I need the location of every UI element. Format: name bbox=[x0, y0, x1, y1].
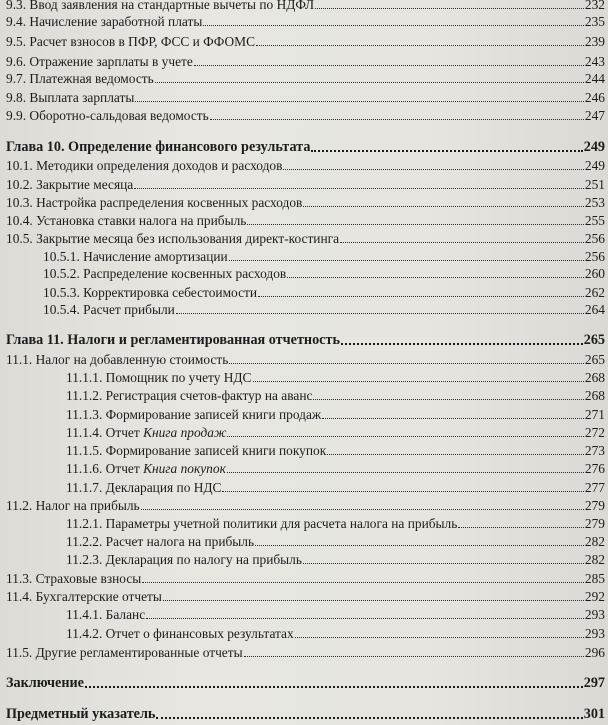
dot-leader bbox=[255, 545, 584, 546]
toc-page-number: 251 bbox=[584, 177, 605, 192]
toc-page-number: 276 bbox=[584, 461, 605, 476]
dot-leader bbox=[287, 277, 584, 278]
toc-page-number: 243 bbox=[584, 54, 605, 69]
toc-page-number: 273 bbox=[584, 443, 605, 458]
toc-entry-label: Глава 11. Налоги и регламентированная отчетность bbox=[6, 332, 340, 348]
toc-entry bbox=[6, 407, 605, 422]
toc-entry bbox=[6, 195, 605, 210]
toc-entry bbox=[6, 352, 605, 367]
toc-entry-label: 11.1.7. Декларация по НДС bbox=[66, 480, 222, 495]
toc-entry bbox=[6, 607, 605, 622]
toc-entry-title bbox=[6, 0, 314, 12]
toc-entry-label: Предметный указатель bbox=[6, 706, 156, 722]
toc-page-number: 282 bbox=[584, 552, 605, 567]
toc-entry-label: 11.1.2. Регистрация счетов-фактур на аванс bbox=[66, 388, 313, 403]
toc-entry bbox=[6, 388, 605, 403]
toc-entry-label: 10.5.2. Распределение косвенных расходов bbox=[43, 266, 287, 281]
toc-page-number: 256 bbox=[584, 249, 605, 264]
dot-leader bbox=[258, 296, 584, 297]
toc-page-number: 268 bbox=[584, 370, 605, 385]
toc-page-number: 268 bbox=[584, 388, 605, 403]
toc-entry-label: 11.1.4. Отчет bbox=[66, 425, 144, 440]
dot-leader bbox=[203, 25, 584, 26]
dot-leader bbox=[142, 582, 584, 583]
toc-entry bbox=[6, 552, 605, 567]
toc-entry bbox=[6, 249, 605, 264]
toc-page-number: 271 bbox=[584, 407, 605, 422]
toc-entry-title bbox=[6, 645, 243, 660]
toc-page-number: 247 bbox=[584, 108, 605, 123]
toc-page-number: 285 bbox=[584, 571, 605, 586]
toc-entry bbox=[6, 177, 605, 192]
dot-leader bbox=[229, 363, 584, 364]
toc-entry-label: 9.9. Оборотно-сальдовая ведомость bbox=[6, 108, 209, 123]
dot-leader bbox=[313, 399, 583, 400]
toc-page-number: 293 bbox=[584, 607, 605, 622]
dot-leader bbox=[210, 119, 584, 120]
toc-page-number: 292 bbox=[584, 589, 605, 604]
toc-entry-label: 10.5. Закрытие месяца без использования директ-костинга bbox=[6, 231, 340, 246]
dot-leader bbox=[253, 381, 584, 382]
toc-entry-label: 10.5.1. Начисление амортизации bbox=[43, 249, 228, 264]
dot-leader bbox=[229, 260, 584, 261]
toc-entry bbox=[6, 370, 605, 385]
toc-entry-label: 9.6. Отражение зарплаты в учете bbox=[6, 54, 193, 69]
toc-entry-title bbox=[66, 607, 145, 622]
toc-entry-title bbox=[66, 552, 302, 567]
dot-leader bbox=[141, 509, 584, 510]
dot-leader bbox=[341, 343, 583, 345]
dot-leader bbox=[340, 242, 584, 243]
toc-entry bbox=[6, 90, 605, 105]
toc-page-number: 279 bbox=[584, 498, 605, 513]
toc-page-number: 246 bbox=[584, 90, 605, 105]
dot-leader bbox=[458, 527, 584, 528]
toc-page-number: 235 bbox=[584, 14, 605, 29]
toc-entry-label: 11.2.1. Параметры учетной политики для расчета налога на прибыль bbox=[66, 516, 458, 531]
toc-entry-title bbox=[43, 302, 175, 317]
toc-entry bbox=[6, 480, 605, 495]
toc-entry-title bbox=[6, 333, 340, 348]
toc-entry-title bbox=[43, 249, 228, 264]
toc-entry-title bbox=[6, 589, 162, 604]
toc-entry-title bbox=[6, 140, 310, 155]
toc-entry-label: 11.1.1. Помощник по учету НДС bbox=[66, 370, 252, 385]
toc-entry-title bbox=[6, 352, 228, 367]
toc-entry-label: Глава 10. Определение финансового результата bbox=[6, 139, 311, 155]
toc-entry bbox=[6, 626, 605, 641]
toc-entry-label: 11.4. Бухгалтерские отчеты bbox=[6, 589, 162, 604]
toc-entry-label: 11.1.3. Формирование записей книги продаж bbox=[66, 407, 322, 422]
toc-entry-title bbox=[6, 34, 255, 49]
toc-entry bbox=[6, 14, 605, 29]
toc-entry bbox=[6, 425, 605, 440]
toc-page-number: 282 bbox=[584, 534, 605, 549]
toc-entry-label: 9.8. Выплата зарплаты bbox=[6, 90, 135, 105]
toc-entry bbox=[6, 498, 605, 513]
toc-entry bbox=[6, 589, 605, 604]
toc-entry-label: 10.3. Настройка распределения косвенных расходов bbox=[6, 195, 303, 210]
toc-entry-title bbox=[66, 480, 221, 495]
toc-page-number: 265 bbox=[583, 332, 605, 348]
toc-entry-label: 11.3. Страховые взносы bbox=[6, 571, 142, 586]
toc-entry-label: 11.5. Другие регламентированные отчеты bbox=[6, 645, 243, 660]
dot-leader bbox=[176, 313, 584, 314]
toc-page-number: 253 bbox=[584, 195, 605, 210]
toc-entry-title bbox=[66, 516, 457, 531]
toc-entry-title bbox=[6, 177, 133, 192]
toc-entry-label: 11.1.6. Отчет bbox=[66, 461, 144, 476]
toc-chapter-entry bbox=[6, 676, 605, 691]
toc-entry-title bbox=[6, 213, 246, 228]
toc-entry-title bbox=[6, 231, 339, 246]
toc-entry-title bbox=[6, 108, 209, 123]
toc-entry bbox=[6, 516, 605, 531]
toc-page-number: 244 bbox=[584, 71, 605, 86]
toc-page-number: 293 bbox=[584, 626, 605, 641]
toc-page-number: 297 bbox=[583, 675, 605, 691]
toc-entry-label: 11.4.1. Баланс bbox=[66, 607, 146, 622]
dot-leader bbox=[322, 418, 584, 419]
toc-entry-label: 10.4. Установка ставки налога на прибыль bbox=[6, 213, 247, 228]
dot-leader bbox=[227, 472, 584, 473]
toc-entry-label: Заключение bbox=[6, 675, 84, 691]
toc-entry-label: 11.1. Налог на добавленную стоимость bbox=[6, 352, 229, 367]
dot-leader bbox=[244, 656, 584, 657]
toc-chapter-entry bbox=[6, 707, 605, 722]
dot-leader bbox=[155, 82, 584, 83]
toc-entry bbox=[6, 534, 605, 549]
toc-entry-italic-title: Книга покупок bbox=[143, 461, 226, 476]
dot-leader bbox=[315, 8, 584, 9]
toc-entry-label: 11.2. Налог на прибыль bbox=[6, 498, 140, 513]
dot-leader bbox=[327, 454, 584, 455]
toc-entry-label: 10.2. Закрытие месяца bbox=[6, 177, 134, 192]
toc-entry-label: 10.1. Методики определения доходов и расходов bbox=[6, 158, 283, 173]
toc-entry bbox=[6, 231, 605, 246]
toc-entry-title bbox=[66, 461, 226, 476]
toc-entry-title bbox=[66, 407, 321, 422]
toc-page-number: 239 bbox=[584, 34, 605, 49]
toc-page-number: 264 bbox=[584, 302, 605, 317]
toc-entry bbox=[6, 443, 605, 458]
toc-entry-title bbox=[43, 285, 257, 300]
toc-entry bbox=[6, 54, 605, 69]
toc-page-number: 249 bbox=[584, 158, 605, 173]
toc-page-number: 301 bbox=[583, 706, 605, 722]
toc-chapter-entry bbox=[6, 333, 605, 348]
toc-entry bbox=[6, 108, 605, 123]
toc-entry-title bbox=[6, 498, 140, 513]
dot-leader bbox=[303, 206, 584, 207]
toc-entry-title bbox=[6, 571, 141, 586]
toc-entry-label: 10.5.4. Расчет прибыли bbox=[43, 302, 175, 317]
toc-entry-title bbox=[66, 626, 294, 641]
toc-entry bbox=[6, 158, 605, 173]
toc-entry bbox=[6, 571, 605, 586]
toc-entry-label: 10.5.3. Корректировка себестоимости bbox=[43, 285, 258, 300]
toc-entry-title bbox=[6, 90, 134, 105]
toc-chapter-entry bbox=[6, 140, 605, 155]
toc-entry-label: 9.5. Расчет взносов в ПФР, ФСС и ФФОМС bbox=[6, 34, 256, 49]
toc-entry-title bbox=[6, 158, 282, 173]
toc-entry-title bbox=[6, 195, 302, 210]
toc-entry bbox=[6, 461, 605, 476]
toc-entry bbox=[6, 285, 605, 300]
toc-page-number: 272 bbox=[584, 425, 605, 440]
toc-entry bbox=[6, 213, 605, 228]
toc-entry-title bbox=[43, 266, 286, 281]
toc-entry-title bbox=[6, 707, 155, 722]
toc-page-number: 262 bbox=[584, 285, 605, 300]
toc-entry-label: 11.1.5. Формирование записей книги покупок bbox=[66, 443, 327, 458]
toc-page-number: 279 bbox=[584, 516, 605, 531]
dot-leader bbox=[146, 618, 584, 619]
dot-leader bbox=[311, 150, 582, 152]
toc-entry-label: 11.2.2. Расчет налога на прибыль bbox=[66, 534, 255, 549]
toc-page-number: 256 bbox=[584, 231, 605, 246]
toc-entry-title bbox=[66, 370, 252, 385]
dot-leader bbox=[295, 637, 584, 638]
toc-entry-label: 11.2.3. Декларация по налогу на прибыль bbox=[66, 552, 302, 567]
toc-entry-label: 9.7. Платежная ведомость bbox=[6, 71, 154, 86]
dot-leader bbox=[134, 188, 584, 189]
toc-entry bbox=[6, 71, 605, 86]
toc-entry-title bbox=[6, 71, 154, 86]
dot-leader bbox=[283, 169, 583, 170]
toc-page-number: 249 bbox=[583, 139, 605, 155]
toc-entry-title bbox=[66, 388, 312, 403]
toc-entry-label: 9.3. Ввод заявления на стандартные вычеты по НДФЛ bbox=[6, 0, 315, 12]
toc-entry-italic-title: Книга продаж bbox=[143, 425, 227, 440]
dot-leader bbox=[135, 101, 584, 102]
toc-page-number: 260 bbox=[584, 266, 605, 281]
toc-entry bbox=[6, 302, 605, 317]
dot-leader bbox=[303, 563, 584, 564]
toc-entry bbox=[6, 34, 605, 49]
toc-entry bbox=[6, 645, 605, 660]
dot-leader bbox=[222, 491, 583, 492]
dot-leader bbox=[256, 45, 584, 46]
toc-entry-title bbox=[6, 54, 193, 69]
toc-page-number: 277 bbox=[584, 480, 605, 495]
dot-leader bbox=[194, 65, 584, 66]
toc-entry bbox=[6, 266, 605, 281]
toc-entry-label: 11.4.2. Отчет о финансовых результатах bbox=[66, 626, 294, 641]
dot-leader bbox=[163, 600, 584, 601]
toc-entry-title bbox=[66, 425, 226, 440]
toc-entry-title bbox=[66, 534, 254, 549]
toc-entry-title bbox=[6, 14, 202, 29]
toc-page-number: 265 bbox=[584, 352, 605, 367]
dot-leader bbox=[85, 686, 583, 688]
toc-page-number: 232 bbox=[584, 0, 605, 12]
toc-entry-title bbox=[6, 676, 84, 691]
toc-page-number: 296 bbox=[584, 645, 605, 660]
toc-page-number: 255 bbox=[584, 213, 605, 228]
toc-entry-label: 9.4. Начисление заработной платы bbox=[6, 14, 203, 29]
toc-entry-title bbox=[66, 443, 326, 458]
dot-leader bbox=[156, 717, 582, 719]
dot-leader bbox=[227, 436, 583, 437]
dot-leader bbox=[247, 224, 584, 225]
toc-entry bbox=[6, 0, 605, 12]
